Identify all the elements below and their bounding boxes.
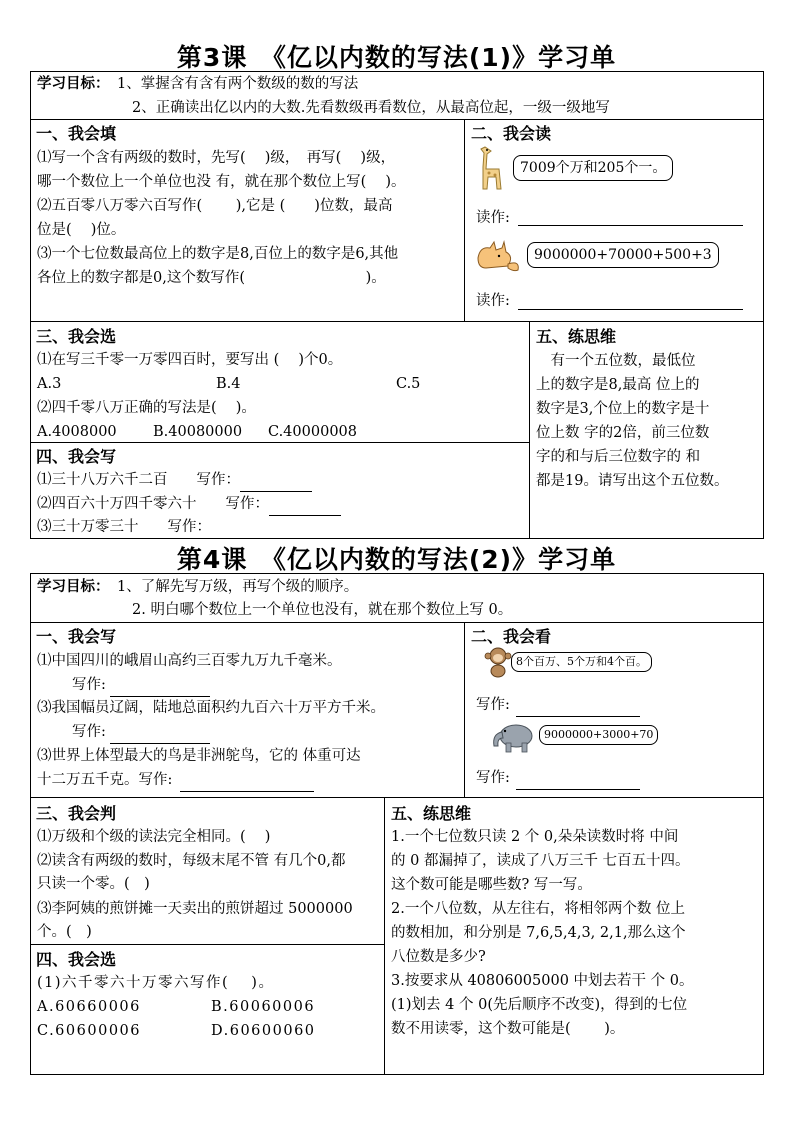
lesson4-goal-1: 1、了解先写万级，再写个级的顺序。 — [117, 579, 359, 595]
lesson4-s3-line: 个。( ) — [37, 924, 92, 940]
answer-line — [516, 773, 640, 790]
lesson4-s2-heading: 二、我会看 — [471, 627, 552, 646]
lesson4-s5-line: 1.一个七位数只读 2 个 0,朵朵读数时将 中间 — [391, 829, 679, 845]
lesson4-speech-bubble-1: 8个百万、5个万和4个百。 — [511, 652, 652, 672]
lesson3-s1-line: ⑶一个七位数最高位上的数字是8,百位上的数字是6,其他 — [37, 246, 399, 262]
lesson3-s4-heading: 四、我会写 — [36, 447, 117, 466]
answer-line — [110, 680, 210, 697]
giraffe-icon — [473, 145, 507, 191]
write-label: 写作: — [476, 697, 510, 713]
lesson4-s1-line: ⑶世界上体型最大的鸟是非洲鸵鸟，它的 体重可达 — [37, 748, 361, 764]
answer-line — [211, 522, 283, 539]
answer-line — [516, 700, 640, 717]
option-b: B.4 — [216, 376, 241, 392]
option-a: A.3 — [37, 376, 62, 392]
lesson3-s1-heading: 一、我会填 — [36, 124, 117, 143]
option-b: B.60060006 — [211, 999, 316, 1015]
lesson3-s2-heading: 二、我会读 — [471, 124, 552, 143]
lesson3-read-label-2: 读作: — [476, 293, 510, 309]
lesson4-goal-2: 2. 明白哪个数位上一个单位也没有，就在那个数位上写 0。 — [132, 602, 513, 618]
write-label: 十二万五千克。写作: — [37, 772, 173, 788]
write-label: 写作: — [72, 724, 106, 740]
lesson4-s1-line: ⑶我国幅员辽阔，陆地总面积约九百六十万平方千米。 — [37, 700, 385, 716]
lesson3-title: 第3课 《亿以内数的写法(1)》学习单 — [176, 43, 617, 72]
option-c: C.40000008 — [268, 424, 357, 440]
fox-icon — [474, 238, 522, 274]
lesson4-s3-line: ⑴万级和个级的读法完全相同。( ) — [37, 829, 271, 845]
lesson3-s4-q3 — [37, 515, 283, 539]
lesson3-s3-q1: ⑴在写三千零一万零四百时，要写出 ( )个0。 — [37, 352, 343, 368]
answer-line — [518, 309, 743, 310]
lesson4-s5-line: (1)划去 4 个 0(先后顺序不改变)，得到的七位 — [391, 997, 688, 1013]
lesson4-write-label-1 — [476, 693, 640, 717]
lesson4-s5-line: 数不用读零，这个数可能是( )。 — [391, 1021, 625, 1037]
lesson3-s1-line: 位是( )位。 — [37, 222, 126, 238]
lesson3-goal-2: 2、正确读出亿以内的大数.先看数级再看数位，从最高位起，一级一级地写 — [132, 100, 610, 116]
lesson3-s4-q2 — [37, 492, 341, 516]
lesson3-s1-line: 哪一个数位上一个单位也没 有，就在那个数位上写( )。 — [37, 174, 406, 190]
answer-line — [180, 775, 314, 792]
lesson4-s5-line: 2.一个八位数，从左往右，将相邻两个数 位上 — [391, 901, 685, 917]
lesson4-s4-q1: (1)六千零六十万零六写作( )。 — [37, 975, 275, 991]
lesson4-s4-heading: 四、我会选 — [36, 950, 117, 969]
monkey-icon — [484, 646, 512, 678]
lesson4-s3-heading: 三、我会判 — [36, 804, 117, 823]
answer-line — [269, 499, 341, 516]
lesson3-s3-q2: ⑵四千零八万正确的写法是( )。 — [37, 400, 256, 416]
lesson4-goal-label: 学习目标： — [37, 578, 110, 595]
lesson3-s1-line: ⑴写一个含有两级的数时，先写( )级， 再写( )级， — [37, 150, 396, 166]
lesson3-s1-line: ⑵五百零八万零六百写作( ),它是 ( )位数，最高 — [37, 198, 393, 214]
option-c: C.5 — [396, 376, 421, 392]
lesson3-goal-1: 1、掌握含有含有两个数级的数的写法 — [117, 76, 359, 92]
write-label: 写作: — [476, 770, 510, 786]
lesson3-s5-line: 都是19。请写出这个五位数。 — [536, 473, 729, 489]
answer-line — [518, 225, 743, 226]
option-a: A.60660006 — [37, 999, 141, 1015]
lesson4-s5-line: 的 0 都漏掉了，读成了八万三千 七百五十四。 — [391, 853, 690, 869]
lesson4-s3-line: 只读一个零。( ) — [37, 876, 150, 892]
lesson4-s1-heading: 一、我会写 — [36, 627, 117, 646]
lesson3-speech-bubble-2: 9000000+70000+500+3 — [527, 242, 719, 268]
lesson3-s5-line: 上的数字是8,最高 位上的 — [536, 377, 700, 393]
lesson4-s3-line: ⑵读含有两级的数时，每级末尾不管 有几个0,都 — [37, 853, 346, 869]
lesson4-s1-line: ⑴中国四川的峨眉山高约三百零九万九千毫米。 — [37, 653, 342, 669]
option-a: A.4008000 — [37, 424, 117, 440]
question-text: ⑴三十八万六千二百 写作： — [37, 472, 240, 488]
lesson4-speech-bubble-2: 9000000+3000+70 — [539, 725, 658, 745]
lesson4-s5-line: 八位数是多少? — [391, 949, 486, 965]
lesson3-s5-line: 位上数 字的2倍，前三位数 — [536, 425, 710, 441]
answer-line — [110, 727, 210, 744]
lesson4-s1-write-3 — [37, 768, 314, 792]
lesson4-s1-write-2 — [72, 720, 210, 744]
lesson4-title: 第4课 《亿以内数的写法(2)》学习单 — [176, 545, 617, 574]
elephant-icon — [490, 718, 536, 754]
option-b: B.40080000 — [153, 424, 243, 440]
lesson4-s1-write-1 — [72, 673, 210, 697]
lesson3-s5-line: 有一个五位数，最低位 — [536, 353, 696, 369]
option-c: C.60600006 — [37, 1023, 141, 1039]
question-text: ⑵四百六十万四千零六十 写作： — [37, 496, 269, 512]
lesson4-s5-line: 3.按要求从 40806005000 中划去若干 个 0。 — [391, 973, 694, 989]
lesson4-s5-line: 的数相加，和分别是 7,6,5,4,3, 2,1,那么这个 — [391, 925, 686, 941]
lesson3-read-label-1: 读作: — [476, 210, 510, 226]
write-label: 写作: — [72, 677, 106, 693]
lesson4-write-label-2 — [476, 766, 640, 790]
lesson3-s5-heading: 五、练思维 — [536, 327, 617, 346]
lesson3-speech-bubble-1: 7009个万和205个一。 — [513, 155, 673, 181]
lesson4-s5-line: 这个数可能是哪些数? 写一写。 — [391, 877, 592, 893]
lesson3-s5-line: 字的和与后三位数字的 和 — [536, 449, 701, 465]
option-d: D.60600060 — [211, 1023, 316, 1039]
lesson3-s5-line: 数字是3,个位上的数字是十 — [536, 401, 710, 417]
question-text: ⑶三十万零三十 写作： — [37, 519, 211, 535]
lesson3-s4-q1 — [37, 468, 312, 492]
lesson4-s5-heading: 五、练思维 — [391, 804, 472, 823]
lesson3-s3-heading: 三、我会选 — [36, 327, 117, 346]
lesson3-s1-line: 各位上的数字都是0,这个数写作( )。 — [37, 270, 386, 286]
answer-line — [240, 475, 312, 492]
lesson4-s3-line: ⑶李阿姨的煎饼摊一天卖出的煎饼超过 5000000 — [37, 901, 353, 917]
lesson3-goal-label: 学习目标： — [37, 75, 110, 92]
